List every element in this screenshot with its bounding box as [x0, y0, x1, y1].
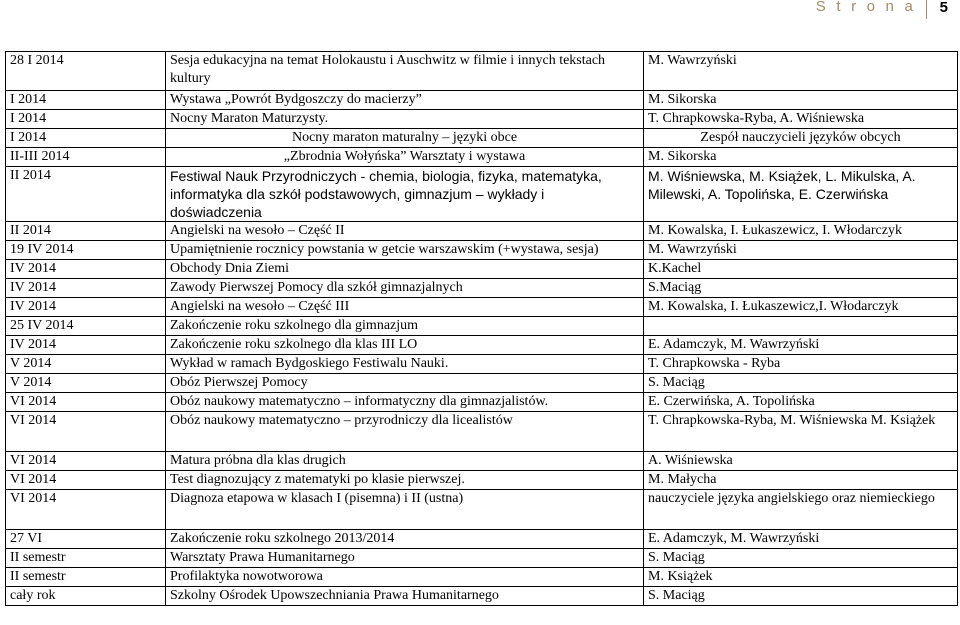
- event-cell: Angielski na wesoło – Część III: [166, 298, 644, 317]
- date-cell: II semestr: [6, 549, 166, 568]
- person-cell: M. Książek: [644, 568, 958, 587]
- page-number: 5: [939, 0, 948, 16]
- event-cell: Obóz Pierwszej Pomocy: [166, 374, 644, 393]
- event-cell: Matura próbna dla klas drugich: [166, 452, 644, 471]
- table-row: [6, 355, 958, 374]
- table-row: [6, 490, 958, 530]
- person-cell: Zespół nauczycieli języków obcych: [644, 129, 958, 148]
- person-cell: M. Kowalska, I. Łukaszewicz,I. Włodarczyk: [644, 298, 958, 317]
- person-cell: [644, 317, 958, 336]
- table-row: [6, 452, 958, 471]
- person-cell: M. Sikorska: [644, 148, 958, 167]
- event-cell: Festiwal Nauk Przyrodniczych - chemia, biologia, fizyka, matematyka, informatyka dla szkół podstawowych, gimnazjum – wykłady i doświadczenia: [166, 167, 644, 222]
- person-cell: K.Kachel: [644, 260, 958, 279]
- table-row: [6, 148, 958, 167]
- table-row: [6, 260, 958, 279]
- event-cell: Obchody Dnia Ziemi: [166, 260, 644, 279]
- table-row: [6, 393, 958, 412]
- date-cell: cały rok: [6, 587, 166, 606]
- header-divider: [926, 0, 927, 19]
- date-cell: II semestr: [6, 568, 166, 587]
- event-cell: Zakończenie roku szkolnego dla klas III LO: [166, 336, 644, 355]
- person-cell: S.Maciąg: [644, 279, 958, 298]
- table-row: [6, 52, 958, 91]
- event-cell: Sesja edukacyjna na temat Holokaustu i Auschwitz w filmie i innych tekstach kultury: [166, 52, 644, 91]
- date-cell: VI 2014: [6, 393, 166, 412]
- date-cell: II-III 2014: [6, 148, 166, 167]
- event-cell: „Zbrodnia Wołyńska” Warsztaty i wystawa: [166, 148, 644, 167]
- event-cell: Obóz naukowy matematyczno – przyrodniczy dla licealistów: [166, 412, 644, 452]
- date-cell: V 2014: [6, 374, 166, 393]
- date-cell: VI 2014: [6, 471, 166, 490]
- date-cell: 25 IV 2014: [6, 317, 166, 336]
- event-cell: Szkolny Ośrodek Upowszechniania Prawa Humanitarnego: [166, 587, 644, 606]
- date-cell: 19 IV 2014: [6, 241, 166, 260]
- table-row: [6, 279, 958, 298]
- event-cell: Obóz naukowy matematyczno – informatyczny dla gimnazjalistów.: [166, 393, 644, 412]
- date-cell: VI 2014: [6, 490, 166, 530]
- person-cell: nauczyciele języka angielskiego oraz niemieckiego: [644, 490, 958, 530]
- person-cell: T. Chrapkowska-Ryba, M. Wiśniewska M. Książek: [644, 412, 958, 452]
- person-cell: E. Adamczyk, M. Wawrzyński: [644, 530, 958, 549]
- table-row: [6, 471, 958, 490]
- event-cell: Profilaktyka nowotworowa: [166, 568, 644, 587]
- event-cell: Zawody Pierwszej Pomocy dla szkół gimnazjalnych: [166, 279, 644, 298]
- table-row: [6, 336, 958, 355]
- table-row: [6, 167, 958, 222]
- event-cell: Nocny Maraton Maturzysty.: [166, 110, 644, 129]
- table-row: [6, 412, 958, 452]
- date-cell: 28 I 2014: [6, 52, 166, 91]
- date-cell: VI 2014: [6, 412, 166, 452]
- table-row: [6, 530, 958, 549]
- person-cell: E. Adamczyk, M. Wawrzyński: [644, 336, 958, 355]
- table-row: [6, 568, 958, 587]
- date-cell: I 2014: [6, 91, 166, 110]
- page-header: [0, 0, 960, 22]
- person-cell: S. Maciąg: [644, 587, 958, 606]
- events-table: [5, 51, 958, 606]
- table-row: [6, 222, 958, 241]
- date-cell: II 2014: [6, 222, 166, 241]
- table-row: [6, 298, 958, 317]
- table-row: [6, 374, 958, 393]
- date-cell: IV 2014: [6, 298, 166, 317]
- page-label: S t r o n a: [815, 0, 916, 15]
- date-cell: IV 2014: [6, 279, 166, 298]
- event-cell: Zakończenie roku szkolnego 2013/2014: [166, 530, 644, 549]
- date-cell: IV 2014: [6, 336, 166, 355]
- event-cell: Wystawa „Powrót Bydgoszczy do macierzy”: [166, 91, 644, 110]
- event-cell: Zakończenie roku szkolnego dla gimnazjum: [166, 317, 644, 336]
- person-cell: M. Wawrzyński: [644, 52, 958, 91]
- event-cell: Angielski na wesoło – Część II: [166, 222, 644, 241]
- event-cell: Test diagnozujący z matematyki po klasie pierwszej.: [166, 471, 644, 490]
- event-cell: Diagnoza etapowa w klasach I (pisemna) i II (ustna): [166, 490, 644, 530]
- table-row: [6, 317, 958, 336]
- person-cell: A. Wiśniewska: [644, 452, 958, 471]
- person-cell: T. Chrapkowska - Ryba: [644, 355, 958, 374]
- date-cell: IV 2014: [6, 260, 166, 279]
- person-cell: M. Wawrzyński: [644, 241, 958, 260]
- person-cell: S. Maciąg: [644, 549, 958, 568]
- event-cell: Warsztaty Prawa Humanitarnego: [166, 549, 644, 568]
- person-cell: T. Chrapkowska-Ryba, A. Wiśniewska: [644, 110, 958, 129]
- date-cell: I 2014: [6, 129, 166, 148]
- person-cell: M. Kowalska, I. Łukaszewicz, I. Włodarczyk: [644, 222, 958, 241]
- date-cell: V 2014: [6, 355, 166, 374]
- date-cell: I 2014: [6, 110, 166, 129]
- person-cell: M. Sikorska: [644, 91, 958, 110]
- table-row: [6, 91, 958, 110]
- event-cell: Wykład w ramach Bydgoskiego Festiwalu Nauki.: [166, 355, 644, 374]
- table-row: [6, 241, 958, 260]
- table-row: [6, 587, 958, 606]
- person-cell: E. Czerwińska, A. Topolińska: [644, 393, 958, 412]
- table-row: [6, 129, 958, 148]
- person-cell: M. Małycha: [644, 471, 958, 490]
- date-cell: II 2014: [6, 167, 166, 222]
- event-cell: Upamiętnienie rocznicy powstania w getcie warszawskim (+wystawa, sesja): [166, 241, 644, 260]
- person-cell: S. Maciąg: [644, 374, 958, 393]
- person-cell: M. Wiśniewska, M. Książek, L. Mikulska, A. Milewski, A. Topolińska, E. Czerwińska: [644, 167, 958, 222]
- event-cell: Nocny maraton maturalny – języki obce: [166, 129, 644, 148]
- date-cell: VI 2014: [6, 452, 166, 471]
- date-cell: 27 VI: [6, 530, 166, 549]
- table-row: [6, 110, 958, 129]
- table-row: [6, 549, 958, 568]
